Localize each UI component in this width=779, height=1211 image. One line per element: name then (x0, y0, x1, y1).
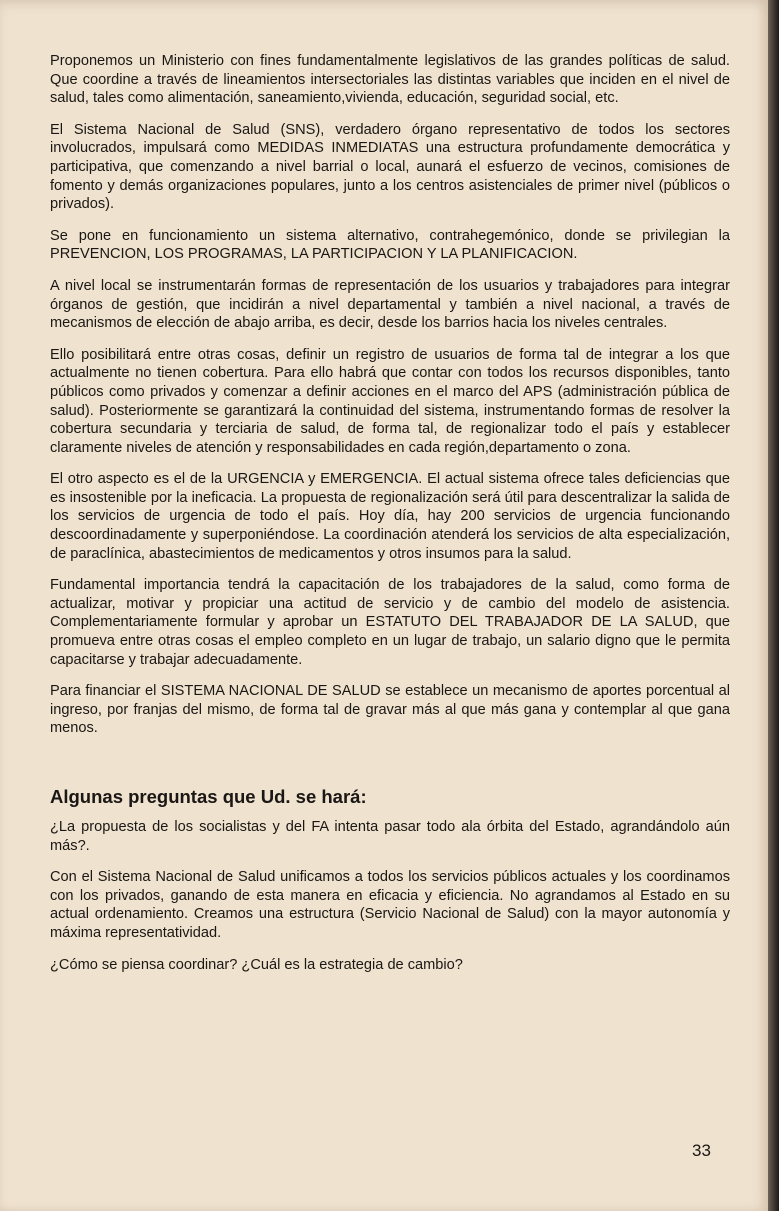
answer-estado: Con el Sistema Nacional de Salud unificamos a todos los servicios públicos actuales y los coordinamos con los privados, ganando de esta manera en eficacia y eficiencia. No agrandamos al Estado en su actual ordenamiento. Creamos una estructura (Servicio Nacional de Salud) con la mayor autonomía y máxima representatividad. (50, 869, 730, 941)
paragraph-financiamiento: Para financiar el SISTEMA NACIONAL DE SALUD se establece un mecanismo de aportes porcentual al ingreso, por franjas del mismo, de forma tal de gravar más al que más gana y contemplar al que gana menos. (50, 683, 730, 737)
question-estrategia: ¿Cómo se piensa coordinar? ¿Cuál es la estrategia de cambio? (50, 956, 463, 973)
paragraph-sns: El Sistema Nacional de Salud (SNS), verdadero órgano representativo de todos los sectores involucrados, impulsará como MEDIDAS INMEDIATAS una estructura profundamente democrática y participativa, que comenzando a nivel barrial o local, aunará el esfuerzo de vecinos, comisiones de fomento y demás organizaciones populares, junto a los centros asistenciales de primer nivel (públicos o privados). (50, 121, 730, 213)
paragraph-sistema-alternativo: Se pone en funcionamiento un sistema alternativo, contrahegemónico, donde se privilegian la PREVENCION, LOS PROGRAMAS, LA PARTICIPACION Y LA PLANIFICACION. (50, 227, 730, 263)
paragraph-registro-usuarios: Ello posibilitará entre otras cosas, definir un registro de usuarios de forma tal de integrar a los que actualmente no tienen cobertura. Para ello habrá que contar con todos los recursos disponibles, tanto públicos como privados y comenzar a definir acciones en el marco del APS (administración pública de salud). Posteriormente se garantizará la continuidad del sistema, instrumentando formas de resolver la cobertura secundaria y terciaria de salud, de forma tal, de regionalizar todo el país y establecer claramente niveles de atención y responsabilidades en cada región,departamento o zona. (50, 346, 730, 456)
paragraph-urgencia: El otro aspecto es el de la URGENCIA y EMERGENCIA. El actual sistema ofrece tales deficiencias que es insostenible por la ineficacia. La propuesta de regionalización será útil para descentralizar la salida de los servicios de urgencia de todo el país. Hoy día, hay 200 servicios de urgencia funcionando descoordinadamente y superponiéndose. La coordinación atenderá los servicios de alta especialización, de paraclínica, abastecimientos de medicamentos y otros insumos para la salud. (50, 471, 730, 562)
question-estado: ¿La propuesta de los socialistas y del FA intenta pasar todo ala órbita del Estado, agrandándolo aún más?. (50, 819, 730, 854)
page-body (50, 52, 730, 987)
page-number: 33 (692, 1141, 711, 1160)
paragraph-nivel-local: A nivel local se instrumentarán formas de representación de los usuarios y trabajadores para integrar órganos de gestión, que incidirán a nivel departamental y también a nivel nacional, a través de mecanismos de elección de abajo arriba, es decir, desde los barrios hacia los niveles centrales. (50, 277, 730, 332)
book-binding-edge (768, 0, 779, 1211)
paragraph-capacitacion: Fundamental importancia tendrá la capacitación de los trabajadores de la salud, como forma de actualizar, motivar y propiciar una actitud de servicio y de cambio del modelo de asistencia. Complementariamente formular y aprobar un ESTATUTO DEL TRABAJADOR DE LA SALUD, que promueva entre otras cosas el empleo completo en un lugar de trabajo, un salario digno que le permita capacitarse y trabajar adecuadamente. (50, 577, 730, 668)
paragraph-ministerio: Proponemos un Ministerio con fines fundamentalmente legislativos de las grandes políticas de salud. Que coordine a través de lineamientos intersectoriales las distintas variables que inciden en el nivel de salud, tales como alimentación, saneamiento,vivienda, educación, seguridad social, etc. (50, 53, 730, 107)
section-heading: Algunas preguntas que Ud. se hará: (50, 786, 367, 807)
